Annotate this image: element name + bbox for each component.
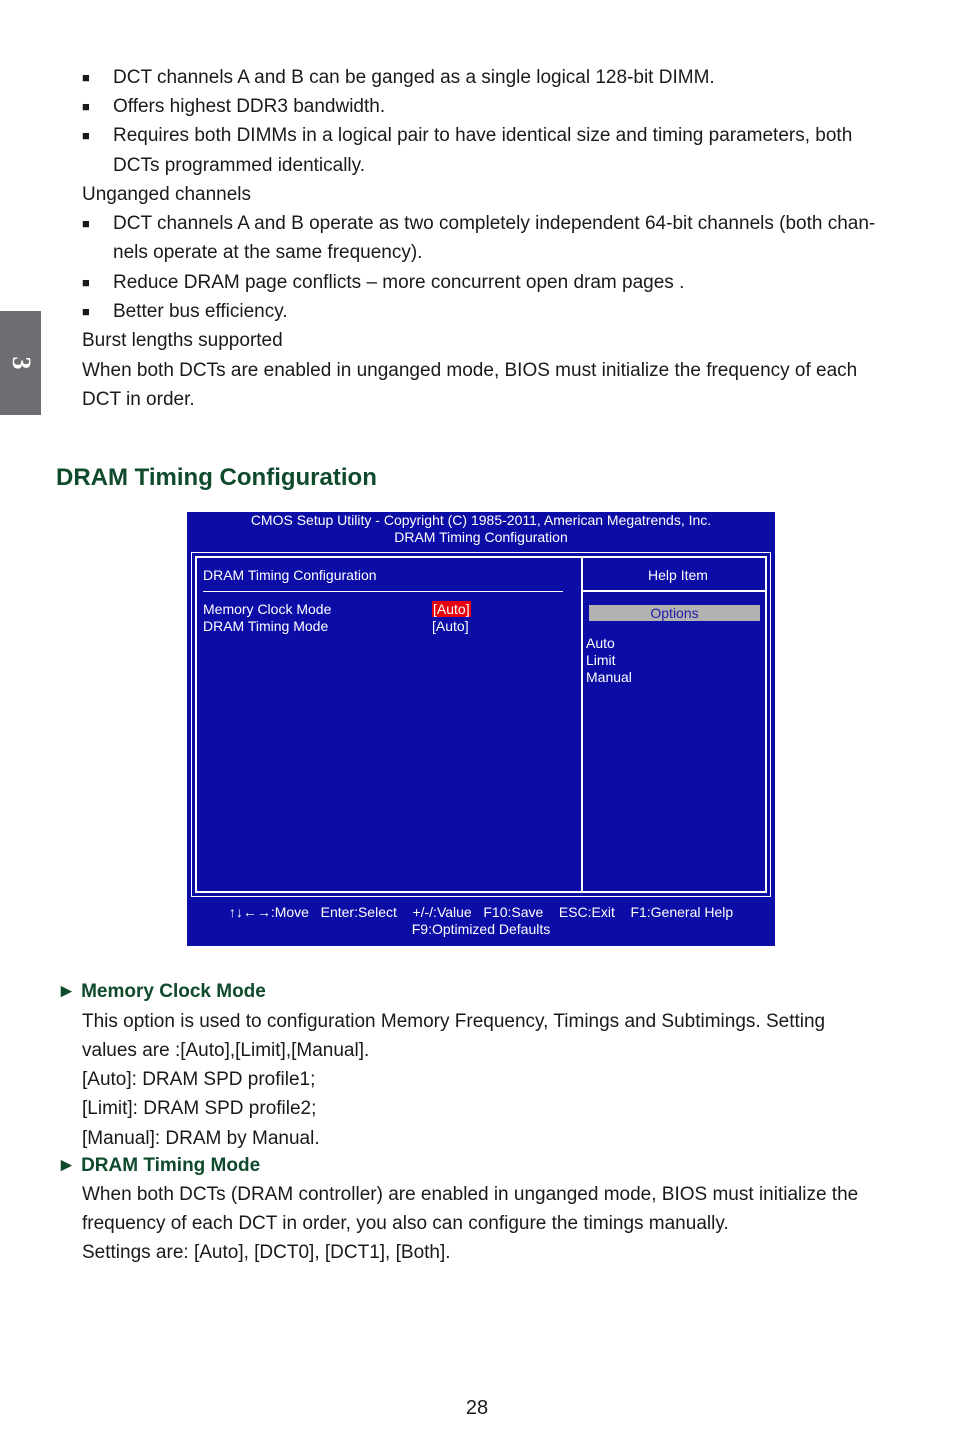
burst-heading: Burst lengths supported	[82, 330, 283, 351]
bullet-text: DCT channels A and B can be ganged as a single logical 128-bit DIMM.	[113, 67, 715, 88]
bullet-text: Better bus efficiency.	[113, 301, 288, 322]
dram-timing-mode-title: ► DRAM Timing Mode	[57, 1155, 261, 1176]
memory-clock-mode-text: [Manual]: DRAM by Manual.	[82, 1128, 320, 1149]
bullet-marker: ■	[82, 70, 90, 85]
bios-panel	[195, 556, 767, 893]
bios-header-line2: DRAM Timing Configuration	[394, 529, 568, 545]
option-limit: Limit	[586, 652, 616, 668]
options-bar: Options	[589, 605, 760, 621]
bullet-text: DCT channels A and B operate as two completely independent 64-bit channels (both chan-	[113, 213, 876, 234]
bullet-marker: ■	[82, 99, 90, 114]
setting-label-dram-timing-mode[interactable]: DRAM Timing Mode	[203, 618, 329, 634]
memory-clock-mode-text: values are :[Auto],[Limit],[Manual].	[82, 1040, 370, 1061]
panel-divider	[581, 558, 583, 891]
bullet-text: Offers highest DDR3 bandwidth.	[113, 96, 386, 117]
bios-footer-keys: ↑↓←→:Move Enter:Select +/-/:Value F10:Save ESC:Exit F1:General Help	[228, 904, 734, 920]
bullet-marker: ■	[82, 128, 90, 143]
bullet-text: Reduce DRAM page conflicts – more concurrent open dram pages .	[113, 272, 685, 293]
chapter-number: 3	[6, 356, 36, 370]
dram-timing-mode-text: Settings are: [Auto], [DCT0], [DCT1], [Both].	[82, 1242, 451, 1263]
setting-value-memory-clock-mode[interactable]	[432, 601, 471, 618]
bios-screenshot	[187, 512, 775, 946]
burst-text-continued: DCT in order.	[82, 389, 195, 410]
bullet-marker: ■	[82, 304, 90, 319]
bios-frame	[191, 552, 771, 897]
bullet-text-continued: nels operate at the same frequency).	[113, 242, 423, 263]
setting-label-memory-clock-mode[interactable]: Memory Clock Mode	[203, 601, 332, 617]
dram-timing-mode-text: frequency of each DCT in order, you also can configure the timings manually.	[82, 1213, 729, 1234]
memory-clock-mode-text: This option is used to configuration Memory Frequency, Timings and Subtimings. Setting	[82, 1011, 826, 1032]
burst-text: When both DCTs are enabled in unganged mode, BIOS must initialize the frequency of each	[82, 360, 858, 381]
bullet-text-continued: DCTs programmed identically.	[113, 155, 366, 176]
page-number: 28	[465, 1397, 489, 1419]
dram-timing-mode-text: When both DCTs (DRAM controller) are enabled in unganged mode, BIOS must initialize the	[82, 1184, 859, 1205]
help-item-title: Help Item	[648, 567, 708, 583]
option-manual: Manual	[586, 669, 632, 685]
bios-footer-defaults: F9:Optimized Defaults	[411, 921, 551, 937]
unganged-heading: Unganged channels	[82, 184, 252, 205]
memory-clock-mode-text: [Auto]: DRAM SPD profile1;	[82, 1069, 316, 1090]
bullet-text: Requires both DIMMs in a logical pair to have identical size and timing parameters, both	[113, 125, 853, 146]
option-auto: Auto	[586, 635, 615, 651]
bullet-marker: ■	[82, 275, 90, 290]
section-title: DRAM Timing Configuration	[56, 464, 377, 491]
bios-header-line1: CMOS Setup Utility - Copyright (C) 1985-2011, American Megatrends, Inc.	[250, 512, 712, 528]
selected-value[interactable]: [Auto]	[433, 601, 470, 617]
bullet-marker: ■	[82, 216, 90, 231]
left-title-rule	[203, 591, 563, 592]
bios-left-title: DRAM Timing Configuration	[203, 567, 377, 583]
memory-clock-mode-text: [Limit]: DRAM SPD profile2;	[82, 1098, 317, 1119]
chapter-tab	[0, 311, 41, 415]
setting-value-dram-timing-mode[interactable]: [Auto]	[432, 618, 469, 634]
memory-clock-mode-title: ► Memory Clock Mode	[57, 981, 266, 1002]
help-title-rule	[583, 590, 765, 592]
